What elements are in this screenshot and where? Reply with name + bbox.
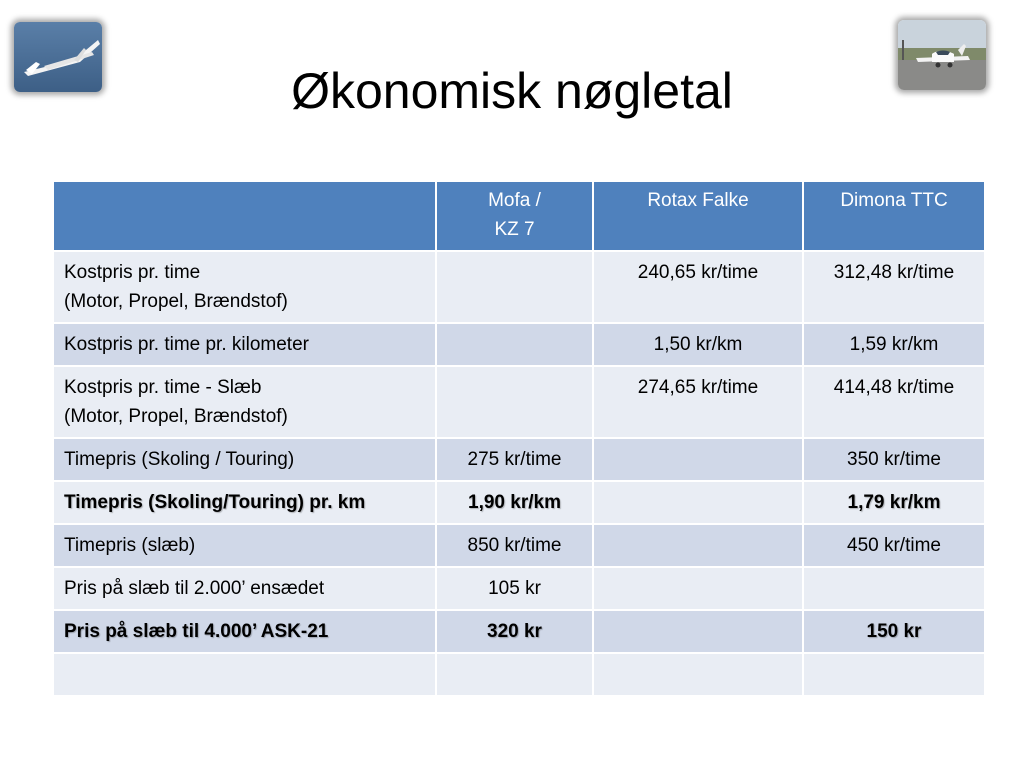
header-empty-cell bbox=[53, 181, 436, 251]
row-label-line1: Kostpris pr. time - Slæb bbox=[64, 377, 262, 398]
cell-mofa bbox=[436, 323, 593, 366]
table-row bbox=[53, 481, 985, 524]
row-label-line2: (Motor, Propel, Brændstof) bbox=[64, 291, 288, 312]
cell-mofa bbox=[436, 653, 593, 696]
cell-rotax bbox=[593, 567, 803, 610]
header-mofa-kz7 bbox=[436, 181, 593, 251]
row-label bbox=[53, 251, 436, 323]
motorglider-on-runway-photo bbox=[898, 20, 986, 90]
cell-mofa bbox=[436, 366, 593, 438]
table-row bbox=[53, 438, 985, 481]
row-label: Timepris (slæb) bbox=[53, 524, 436, 567]
cell-rotax bbox=[593, 653, 803, 696]
cell-dimona: 150 kr bbox=[803, 610, 985, 653]
table-row bbox=[53, 251, 985, 323]
header-mofa-line1: Mofa / bbox=[488, 190, 541, 211]
cell-mofa: 320 kr bbox=[436, 610, 593, 653]
cell-rotax bbox=[593, 481, 803, 524]
table-row bbox=[53, 610, 985, 653]
cell-dimona: 450 kr/time bbox=[803, 524, 985, 567]
row-label-line1: Kostpris pr. time bbox=[64, 262, 201, 283]
slide-title: Økonomisk nøgletal bbox=[291, 63, 733, 119]
cell-dimona bbox=[803, 653, 985, 696]
table-row bbox=[53, 567, 985, 610]
header-rotax-falke: Rotax Falke bbox=[593, 181, 803, 251]
table-row bbox=[53, 524, 985, 567]
cell-mofa bbox=[436, 251, 593, 323]
header-dimona-ttc: Dimona TTC bbox=[803, 181, 985, 251]
cell-mofa: 275 kr/time bbox=[436, 438, 593, 481]
row-label bbox=[53, 653, 436, 696]
table-row-empty bbox=[53, 653, 985, 696]
cell-mofa: 1,90 kr/km bbox=[436, 481, 593, 524]
row-label: Timepris (Skoling/Touring) pr. km bbox=[53, 481, 436, 524]
cell-rotax: 274,65 kr/time bbox=[593, 366, 803, 438]
cell-rotax: 240,65 kr/time bbox=[593, 251, 803, 323]
row-label bbox=[53, 366, 436, 438]
row-label: Pris på slæb til 2.000’ ensædet bbox=[53, 567, 436, 610]
cell-rotax bbox=[593, 438, 803, 481]
row-label: Pris på slæb til 4.000’ ASK-21 bbox=[53, 610, 436, 653]
cell-dimona: 312,48 kr/time bbox=[803, 251, 985, 323]
row-label-line2: (Motor, Propel, Brændstof) bbox=[64, 406, 288, 427]
cell-dimona: 414,48 kr/time bbox=[803, 366, 985, 438]
row-label: Timepris (Skoling / Touring) bbox=[53, 438, 436, 481]
cell-mofa: 850 kr/time bbox=[436, 524, 593, 567]
cell-mofa: 105 kr bbox=[436, 567, 593, 610]
table-header-row bbox=[53, 181, 985, 251]
economic-key-figures-table bbox=[52, 180, 986, 697]
cell-dimona: 1,59 kr/km bbox=[803, 323, 985, 366]
cell-dimona bbox=[803, 567, 985, 610]
glider-in-flight-photo bbox=[14, 22, 102, 92]
cell-dimona: 1,79 kr/km bbox=[803, 481, 985, 524]
header-mofa-line2: KZ 7 bbox=[494, 219, 535, 240]
row-label: Kostpris pr. time pr. kilometer bbox=[53, 323, 436, 366]
cell-dimona: 350 kr/time bbox=[803, 438, 985, 481]
table-row bbox=[53, 323, 985, 366]
cell-rotax bbox=[593, 524, 803, 567]
cell-rotax bbox=[593, 610, 803, 653]
table-row bbox=[53, 366, 985, 438]
cell-rotax: 1,50 kr/km bbox=[593, 323, 803, 366]
